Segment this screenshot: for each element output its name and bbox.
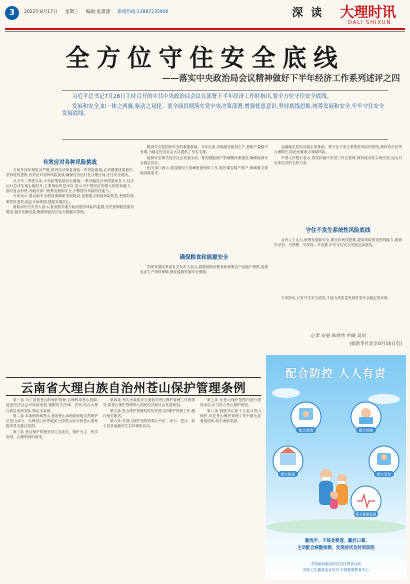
page-number-badge: 3 [5,6,19,20]
body-paragraph: 中国人民银行表示,将坚持稳中求进工作总基调,保持流动性合理充裕,加大对实体经济的支持力度。 [274,155,402,165]
regulation-article: 第三条 苍山保护管理坚持生态优先、保护为主、科学规划、合理利用的原则。 [6,429,98,440]
regulation-article: 第七条 在苍山保护范围内进行建设活动,应当符合苍山保护规划。 [200,398,261,408]
poster-illustration [266,383,406,533]
regulation-column-3 [200,398,261,568]
body-paragraph: 专家指出,只有守住安全底线,才能为高质量发展营造安全稳定的环境。 [281,296,392,300]
lead-paragraph: 发展和安全,如一体之两翼,驱动之双轮。要全面贯彻落实党中央决策部署,增强忧患意识,坚持底线思维,统筹发展和安全,牢牢守住安全发展底线。 [62,103,385,118]
article-column-3-lower [274,238,402,296]
body-paragraph: 业内人士认为,统筹发展和安全,要坚持底线思维,提高风险预见预判能力,做到早识别、早预警、早发现、早处置,牢牢守住安全发展这条底线。 [274,238,402,248]
regulation-column-1 [6,398,98,568]
section-title: 深 读 [292,6,324,19]
svg-text:配合核酸: 配合核酸 [358,428,374,433]
article-source: (据新华社北京8月16日电) [349,342,402,347]
poster-footer-line-1: 中国新冠肺炎防控宣传教育活动 [310,562,362,566]
cloud-icon [368,394,400,404]
svg-text:配合健康监测: 配合健康监测 [355,512,377,517]
lead-paragraphs [62,90,388,140]
main-headline: 全方位守住安全底线 [65,43,345,72]
svg-text:配合管控: 配合管控 [376,472,392,477]
header-rule [5,28,405,30]
issue-weekday: 星期三 [64,10,79,15]
regulation-title: 云南省大理白族自治州苍山保护管理条例 [20,381,246,395]
issue-info [24,9,174,15]
section-subtitle: 守住不发生系统性风险底线 [305,228,371,234]
sub-headline: ——落实中央政治局会议精神做好下半年经济工作系列述评之四 [161,74,400,84]
poster-slogan-line-2: 主动配合核酸检测、发现症状及时到医院 [297,546,375,551]
regulation-article: 第一条 为了加强苍山的保护管理,合理利用苍山资源,促进经济社会可持续发展,根据有关法律、法规,结合大理白族自治州实际,制定本条例。 [6,398,98,413]
newspaper-logo-pinyin: DALI SHIXUN [348,20,392,26]
regulation-article: 第五条 苍山保护管理机构负责苍山的保护管理工作,履行相关职责。 [103,408,195,418]
issue-editor: 编辑:张潇潇 [85,10,110,15]
newspaper-logo: 大理时讯 [340,5,396,21]
icon-epidemiological-survey [291,402,321,433]
header-rule-thin [5,31,405,32]
article-byline: 记者 安蓓 陈炜伟 申铖 吴雨 [310,334,366,339]
regulation-article: 第六条 在苍山保护范围内禁止开矿、采石、挖沙、取土及其他破坏生态环境的活动。 [103,419,195,429]
issue-date: 2022年8月17日 [24,10,58,15]
article-column-2-lower [140,265,268,345]
body-paragraph: 国家发展改革委有关负责人表示,将继续做好粮食和重要农产品稳产保供,加强农业生产资料保障,强化能源资源安全保障。 [140,265,268,275]
article-column-2 [140,145,268,245]
body-paragraph: 当前外部环境复杂严峻,国内经济恢复面临一些风险挑战,必须增强忧患意识,坚持底线思维,有效应对各种风险挑战,确保经济运行在合理区间,守住安全底线。 [6,168,134,178]
regulation-article: 第四条 州人民政府应当加强对苍山保护管理工作的领导,将苍山保护管理纳入国民经济和社会发展规划。 [103,398,195,408]
body-paragraph: 能源安全事关经济社会发展全局。要加强能源产供储销体系建设,确保能源安全稳定供应。 [140,155,268,165]
masthead [0,0,410,30]
article-column-3-end [274,296,402,332]
news-hotline: 新闻热线:13887235906 [117,10,169,15]
article-column-1 [6,168,134,365]
epidemic-prevention-poster [266,355,406,579]
icon-nucleic-acid-test [351,402,381,433]
body-paragraph: 专家表示,要以新安全格局保障新发展格局,加强重点领域风险防控,把握好政策的时度效,稳定市场预期,提振发展信心。 [6,194,134,204]
regulation-column-2 [103,398,195,568]
svg-text:配合流调: 配合流调 [298,428,314,433]
cloud-icon [272,388,300,398]
body-paragraph: 金融稳定是经济稳定的基础。要守住不发生系统性风险的底线,保持货币信贷合理增长,防范化解重点领域风险。 [274,145,402,155]
regulation-article: 第二条 本条例所称苍山,是指苍山洱海国家级自然保护区苍山部分、大理苍山世界地质公园苍山部分和苍山国家级风景名胜区范围。 [6,413,98,429]
body-paragraph: 财政部有关负责人表示,将加强对地方政府债务风险的监测,坚决遏制隐性债务增量,稳妥化解存量,确保财政经济运行稳健可持续。 [6,205,134,215]
section-subtitle: 确保粮食和能源安全 [179,255,229,261]
body-paragraph: 相关部门表示,将加强电力迎峰度夏保供工作,做好煤炭稳产增产,保障重点领域用能需求。 [140,166,268,176]
icon-health-monitoring [351,486,381,517]
body-paragraph: 粮食安全是国家安全的重要基础。今年以来,各地抓好粮食生产,夏粮产量稳中有增,为稳定经济社会大局提供了坚实支撑。 [140,145,268,155]
lead-paragraph: 习近平总书记7月28日主持召开的中共中央政治局会议在部署下半年经济工作时指出,要全方位守住安全底线。 [72,94,332,100]
section-subtitle: 有效应对各种风险挑战 [43,160,97,166]
poster-title: 配合防控 人人有责 [285,367,387,380]
article-column-3 [274,145,402,220]
body-paragraph: 从今年二季度以来,多项政策陆续出台落地,一系列稳经济举措靠前发力,经济运行总体实现企稳回升,主要指标恢复向好,显示出中国经济的强大韧性和潜力。面对复杂形势,各地各部门统筹发展和安全,不断提升风险防控能力。 [6,178,134,194]
icon-quarantine [273,446,303,477]
regulation-article: 第八条 鼓励单位和个人参与苍山保护,对在苍山保护管理工作中做出显著成绩的,给予表彰奖励。 [200,408,261,424]
poster-slogan-line-1: 勤洗手、干咳身要遮、戴好口罩, [305,539,367,544]
icon-control-measures [369,446,399,477]
poster-footer-line-2: 国家卫生健康委宣传司 中国健康教育中心 [303,568,369,572]
family-figures-icon [319,469,348,509]
svg-text:配合隔离: 配合隔离 [280,472,296,477]
